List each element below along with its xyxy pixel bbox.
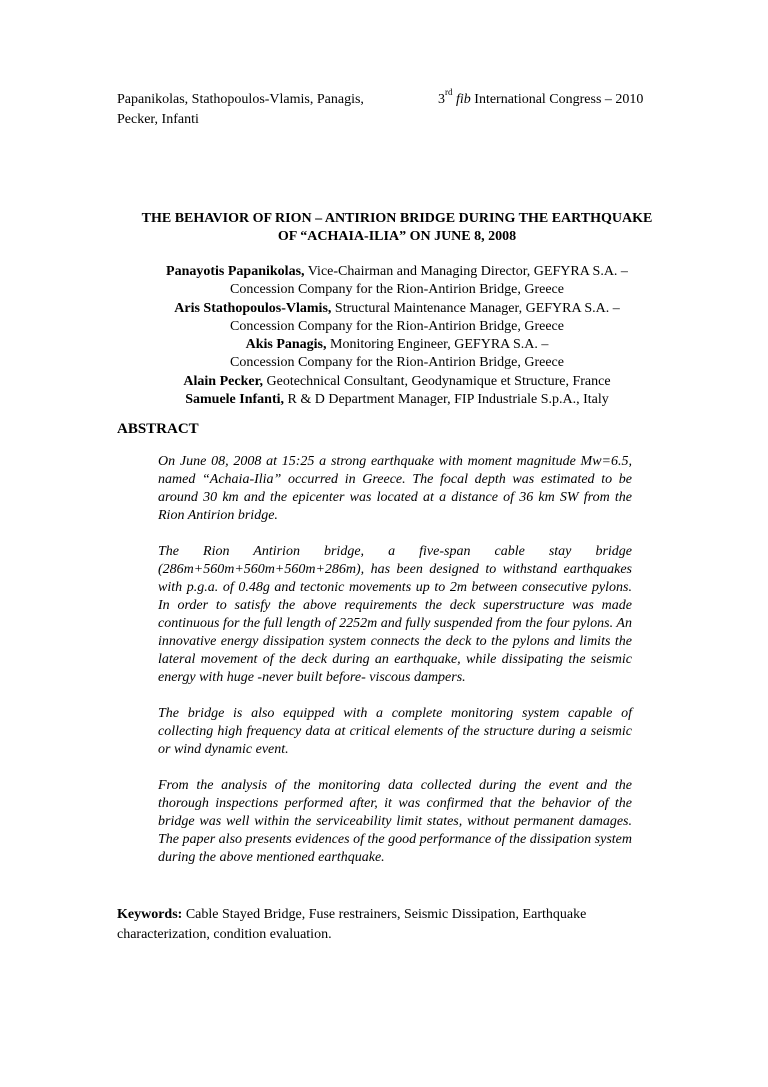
keywords xyxy=(117,905,632,945)
author-role: R & D Department Manager, FIP Industriale S.p.A., Italy xyxy=(284,392,609,408)
congress-name: International Congress – 2010 xyxy=(470,92,644,107)
header-authors-line2: Pecker, Infanti xyxy=(117,112,199,127)
author-affiliation: Concession Company for the Rion-Antirion Bridge, Greece xyxy=(230,318,564,334)
congress-ordinal-suffix: rd xyxy=(445,87,453,98)
running-header-authors xyxy=(117,90,417,130)
author-list xyxy=(117,263,677,409)
abstract-body xyxy=(158,453,632,885)
author-name: Aris Stathopoulos-Vlamis, xyxy=(174,300,332,316)
running-header-congress xyxy=(438,87,668,110)
author-affiliation: Concession Company for the Rion-Antirion Bridge, Greece xyxy=(230,282,564,298)
author-line xyxy=(117,336,677,354)
abstract-paragraph: From the analysis of the monitoring data collected during the event and the thorough inspections performed after, it was confirmed that the behavior of the bridge was well within the serviceability limit states, without permanent damages. The paper also presents evidences of the good performance of the dissipation system during the above mentioned earthquake. xyxy=(158,778,632,865)
congress-fib: fib xyxy=(456,92,471,107)
author-role: Structural Maintenance Manager, GEFYRA S.A. – xyxy=(331,300,620,316)
paper-title-line1: THE BEHAVIOR OF RION – ANTIRION BRIDGE DURING THE EARTHQUAKE xyxy=(141,211,653,226)
author-name: Akis Panagis, xyxy=(245,337,327,353)
congress-ordinal: 3 xyxy=(438,92,445,107)
author-role: Vice-Chairman and Managing Director, GEFYRA S.A. – xyxy=(304,264,628,279)
header-authors-line1: Papanikolas, Stathopoulos-Vlamis, Panagis, xyxy=(117,92,364,107)
author-line xyxy=(117,373,677,391)
author-name: Panayotis Papanikolas, xyxy=(166,264,305,279)
author-role: Monitoring Engineer, GEFYRA S.A. – xyxy=(326,337,549,353)
author-line xyxy=(117,391,677,409)
paper-title xyxy=(117,210,677,246)
author-name: Samuele Infanti, xyxy=(185,392,285,408)
keywords-label: Keywords: xyxy=(117,907,183,922)
author-line xyxy=(117,263,677,281)
author-name: Alain Pecker, xyxy=(183,373,264,389)
keywords-text: Cable Stayed Bridge, Fuse restrainers, Seismic Dissipation, Earthquake characterization, condition evaluation. xyxy=(117,907,587,942)
author-role: Geotechnical Consultant, Geodynamique et Structure, France xyxy=(263,373,611,389)
author-line xyxy=(117,300,677,318)
abstract-paragraph: On June 08, 2008 at 15:25 a strong earthquake with moment magnitude Mw=6.5, named “Achaia-Ilia” occurred in Greece. The focal depth was estimated to be around 30 km and the epicenter was located at a distance of 36 km SW from the Rion Antirion bridge. xyxy=(158,454,632,523)
abstract-paragraph: The bridge is also equipped with a complete monitoring system capable of collecting high frequency data at critical elements of the structure during a seismic or wind dynamic event. xyxy=(158,706,632,757)
abstract-heading: ABSTRACT xyxy=(117,421,199,437)
abstract-paragraph: The Rion Antirion bridge, a five-span cable stay bridge (286m+560m+560m+560m+286m), has been designed to withstand earthquakes with p.g.a. of 0.48g and tectonic movements up to 2m between consecutive pylons. In order to satisfy the above requirements the deck superstructure was made continuous for the full length of 2252m and fully suspended from the four pylons. An innovative energy dissipation system connects the deck to the pylons and limits the lateral movement of the deck during an earthquake, while dissipating the seismic energy with huge -never built before- viscous dampers. xyxy=(158,544,632,685)
author-affiliation: Concession Company for the Rion-Antirion Bridge, Greece xyxy=(230,355,564,371)
paper-title-line2: OF “ACHAIA-ILIA” ON JUNE 8, 2008 xyxy=(277,229,517,244)
